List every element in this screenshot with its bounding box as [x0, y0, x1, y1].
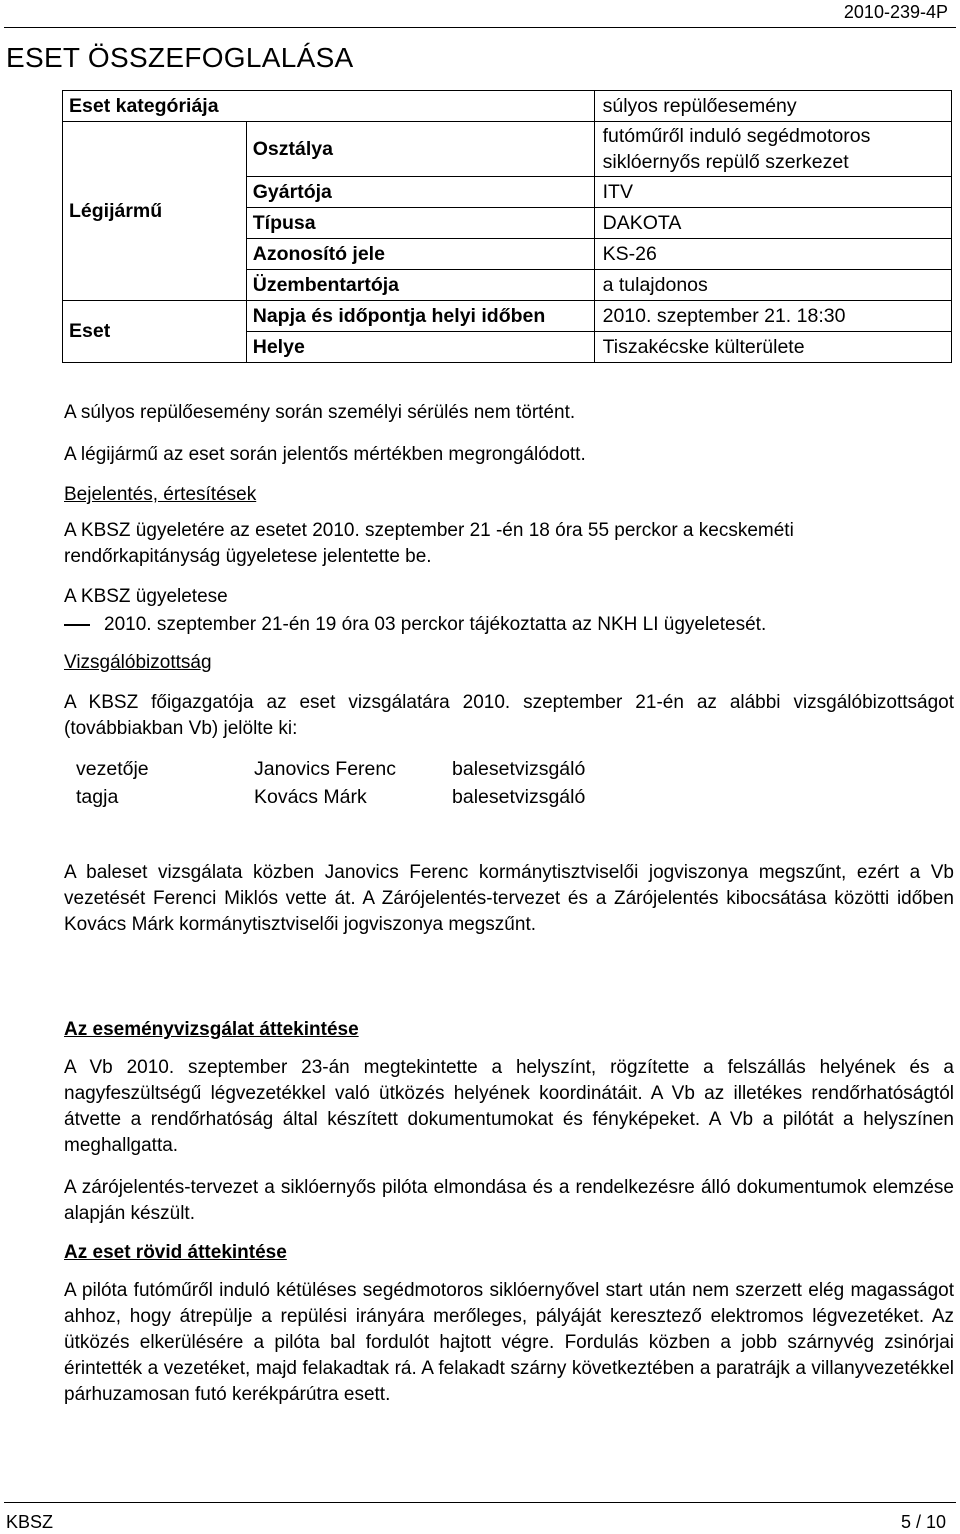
class-value-line-1: futóműről induló segédmotoros	[602, 125, 871, 147]
operator-value: a tulajdonos	[594, 270, 951, 301]
type-label: Típusa	[246, 208, 594, 239]
footer-divider	[4, 1502, 956, 1503]
class-value	[594, 122, 951, 177]
kbsz-duty-officer: A KBSZ ügyeletese	[64, 586, 228, 607]
table-row	[63, 301, 952, 332]
committee-paragraph: A KBSZ főigazgatója az eset vizsgálatára 2010. szeptember 21-én az alábbi vizsgálóbizottságot (továbbiakban Vb) jelölte ki:	[64, 692, 954, 739]
injury-paragraph: A súlyos repülőesemény során személyi sérülés nem történt.	[64, 402, 576, 423]
footer-organization: KBSZ	[6, 1512, 54, 1532]
member-name: Kovács Márk	[254, 785, 367, 808]
table-row	[63, 91, 952, 122]
table-row	[76, 755, 585, 783]
aircraft-label: Légijármű	[63, 122, 247, 301]
member-title: balesetvizsgáló	[452, 757, 586, 780]
table-row	[76, 783, 585, 811]
damage-paragraph: A légijármű az eset során jelentős mértékben megrongálódott.	[64, 444, 586, 465]
datetime-value: 2010. szeptember 21. 18:30	[594, 301, 951, 332]
class-label: Osztálya	[246, 122, 594, 177]
brief-overview-paragraph: A pilóta futóműről induló kétüléses segédmotoros siklóernyővel start után nem szerzett elég magasságot ahhoz, hogy átrepülje a repülési irányára merőleges, pályáját keresztező elektromos légvezetéket. Az ütközés elkerülésére a pilóta bal fordulót hajtott végre. Fordulás közben a jobb szárnyvég zsinórjai érintették a vezetéket, majd felakadtak rá. A felakadt szárny következtében a paratrájk a villanyvezetékkel párhuzamosan futó kerékpárútra esett.	[64, 1280, 954, 1405]
registration-label: Azonosító jele	[246, 239, 594, 270]
member-title: balesetvizsgáló	[452, 785, 586, 808]
location-label: Helye	[246, 332, 594, 363]
datetime-label: Napja és időpontja helyi időben	[246, 301, 594, 332]
page-title: ESET ÖSSZEFOGLALÁSA	[6, 42, 354, 73]
event-label: Eset	[63, 301, 247, 363]
class-value-line-2: siklóernyős repülő szerkezet	[602, 151, 849, 173]
committee-heading: Vizsgálóbizottság	[64, 652, 212, 673]
committee-members-table	[76, 755, 585, 811]
committee-change-paragraph: A baleset vizsgálata közben Janovics Ferenc kormánytisztviselői jogviszonya megszűnt, ezért a Vb vezetését Ferenci Miklós vette át. A Zárójelentés-tervezet és a Zárójelentés kibocsátása közötti időben Kovács Márk kormánytisztviselői jogviszonya megszűnt.	[64, 862, 954, 935]
document-id: 2010-239-4P	[843, 2, 948, 22]
bullet-dash	[64, 624, 90, 626]
member-name: Janovics Ferenc	[254, 757, 396, 780]
investigation-overview-paragraph: A Vb 2010. szeptember 23-án megtekintette a helyszínt, rögzítette a felszállás helyének és a nagyfeszültségű légvezetékkel való ütközés helyének koordinátáit. A Vb az illetékes rendőrhatóságtól átvette a rendőrhatóság által készített dokumentumokat és fényképeket. A Vb a pilótát a helyszínen meghallgatta.	[64, 1057, 954, 1156]
investigation-overview-heading: Az eseményvizsgálat áttekintése	[64, 1019, 359, 1040]
brief-overview-heading: Az eset rövid áttekintése	[64, 1242, 287, 1263]
summary-table	[62, 90, 952, 363]
category-label: Eset kategóriája	[63, 91, 595, 122]
nkh-notification: 2010. szeptember 21-én 19 óra 03 perckor tájékoztatta az NKH LI ügyeletesét.	[104, 614, 767, 635]
notification-paragraph: A KBSZ ügyeletére az esetet 2010. szeptember 21 -én 18 óra 55 perckor a kecskeméti rendőrkapitányság ügyeletese jelentette be.	[64, 520, 794, 567]
page-number: 5 / 10	[900, 1512, 946, 1532]
header-divider	[4, 27, 956, 28]
draft-report-paragraph: A zárójelentés-tervezet a siklóernyős pilóta elmondása és a rendelkezésre álló dokumentumok elemzése alapján készült.	[64, 1177, 954, 1224]
manufacturer-label: Gyártója	[246, 177, 594, 208]
location-value: Tiszakécske külterülete	[594, 332, 951, 363]
operator-label: Üzembentartója	[246, 270, 594, 301]
table-row	[63, 122, 952, 177]
type-value: DAKOTA	[594, 208, 951, 239]
notifications-heading: Bejelentés, értesítések	[64, 484, 257, 505]
member-role: vezetője	[76, 757, 149, 780]
registration-value: KS-26	[594, 239, 951, 270]
category-value: súlyos repülőesemény	[594, 91, 951, 122]
manufacturer-value: ITV	[594, 177, 951, 208]
member-role: tagja	[76, 785, 119, 808]
